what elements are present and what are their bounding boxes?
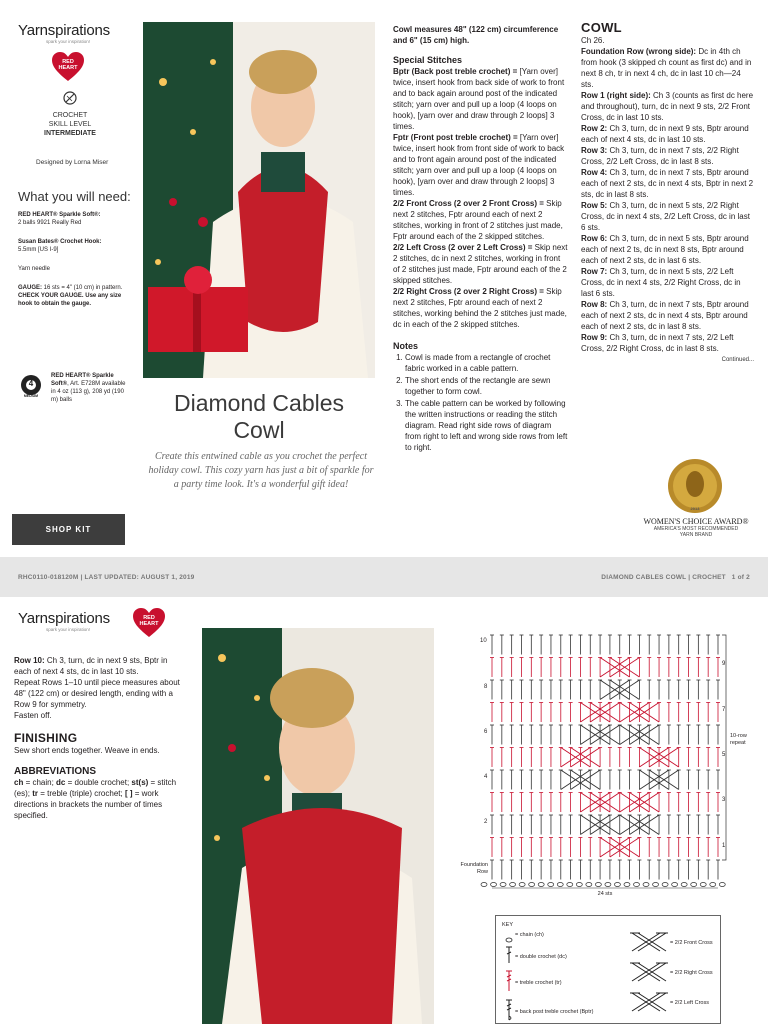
heart-line1: RED xyxy=(62,59,74,65)
award-seal xyxy=(665,458,725,514)
abbrev-def: = stitch (es); xyxy=(14,778,177,798)
row-num: 3 xyxy=(722,797,726,803)
shop-kit-button[interactable]: SHOP KIT xyxy=(12,514,125,545)
cowl-row xyxy=(581,200,754,233)
note-item: 3. The cable pattern can be worked by following the written instructions or reading the stitch diagram. Read right side rows of diagram from right to left and wrong side rows from left to right. xyxy=(405,398,568,453)
footer-right: DIAMOND CABLES COWL | CROCHET 1 of 2 xyxy=(601,574,750,581)
brand-name: Yarnspirations xyxy=(18,610,110,627)
row-label: Foundation Row (wrong side): xyxy=(581,47,697,56)
chain-stitch xyxy=(681,883,687,887)
page2-text-column xyxy=(14,655,184,821)
row-text: Dc in 4th ch from hook (3 skipped ch count as first dc) and in next 8 ch, tr in next 4 ch, dc in last 10 ch—24 sts. xyxy=(581,47,752,89)
row-num: 10 xyxy=(480,638,487,644)
right-cross-symbol-icon xyxy=(628,961,668,983)
yarn-weight-number: 4 xyxy=(28,379,34,388)
brand-logo-p2[interactable] xyxy=(18,610,128,632)
cowl-row xyxy=(581,90,754,123)
cowl-photo-secondary xyxy=(202,628,434,1024)
chain-stitch xyxy=(672,883,678,887)
chain-stitch xyxy=(548,883,554,887)
chain-stitch xyxy=(491,883,497,887)
brand-tagline: spark your inspiration! xyxy=(45,627,91,632)
key-label: = treble crochet (tr) xyxy=(515,980,562,986)
row10-label: Row 10: xyxy=(14,656,45,665)
red-heart-logo xyxy=(52,52,88,86)
abbrev-term: ch xyxy=(14,778,24,787)
chain-stitch xyxy=(605,883,611,887)
cowl-instructions xyxy=(581,20,754,363)
chain-stitch xyxy=(567,883,573,887)
red-heart-logo-p2 xyxy=(133,608,169,640)
materials-list xyxy=(18,211,130,308)
note-item: 1. Cowl is made from a rectangle of crochet fabric worked in a cable pattern. xyxy=(405,352,568,374)
row-num: 9 xyxy=(722,661,726,667)
stitch-diagram xyxy=(460,630,760,900)
cowl-row xyxy=(581,299,754,332)
key-label: = 2/2 Front Cross xyxy=(670,940,713,946)
row-num: 1 xyxy=(722,843,726,849)
yarn-info-detail: , Art. E728M available in 4 oz (113 g), 208 yd (190 m) balls xyxy=(51,381,126,403)
finishing-text: Sew short ends together. Weave in ends. xyxy=(14,746,160,755)
key-label: = 2/2 Right Cross xyxy=(670,970,713,976)
row-label: Row 7: xyxy=(581,267,608,276)
need-heading: What you will need: xyxy=(18,189,131,204)
abbrev-heading: ABBREVIATIONS xyxy=(14,766,97,777)
heart-line2: HEART xyxy=(58,65,78,71)
abbrev-text xyxy=(14,777,184,821)
brand-tagline: spark your inspiration! xyxy=(45,39,91,44)
chain-stitch xyxy=(691,883,697,887)
crochet-hook-icon xyxy=(63,91,77,105)
chain-stitch xyxy=(624,883,630,887)
key-tr xyxy=(504,970,562,997)
key-label: = 2/2 Left Cross xyxy=(670,1000,709,1006)
row-label: Row 2: xyxy=(581,124,608,133)
yarn-detail: 2 balls 9921 Really Red xyxy=(18,220,82,226)
chain-stitch xyxy=(595,883,601,887)
special-stitches-column xyxy=(393,24,568,454)
skill-line2: SKILL LEVEL xyxy=(48,121,92,128)
pattern-intro: Create this entwined cable as you crochet the perfect holiday cowl. This cozy yarn has just a bit of sparkle for a party time look. It's a wonderful gift idea! xyxy=(148,451,374,490)
double-crochet-symbol-icon xyxy=(504,946,514,964)
chain-stitch xyxy=(614,883,620,887)
cowl-row xyxy=(581,46,754,90)
special-term: 2/2 Front Cross (2 over 2 Front Cross) = xyxy=(393,199,544,208)
cowl-photo-main xyxy=(143,22,375,378)
chain-stitch xyxy=(643,883,649,887)
row-num: 8 xyxy=(484,684,488,690)
cowl-row xyxy=(581,332,754,354)
key-label: = double crochet (dc) xyxy=(515,954,567,960)
row-numbers-right xyxy=(720,630,760,880)
chain-stitch xyxy=(700,883,706,887)
gauge-text xyxy=(18,284,130,308)
abbrev-def: = work directions in brackets the number of times specified. xyxy=(14,789,163,820)
special-term: Fptr (Front post treble crochet) = xyxy=(393,133,518,142)
fasten-text: Fasten off. xyxy=(14,711,52,720)
abbrev-def: = chain; xyxy=(23,778,57,787)
row-label: Row 5: xyxy=(581,201,608,210)
chain-stitch xyxy=(519,883,525,887)
abbrev-def: = treble (triple) crochet; xyxy=(38,789,125,798)
key-dc xyxy=(504,946,567,969)
row-label: Row 3: xyxy=(581,146,608,155)
abbrev-term: dc xyxy=(56,778,66,787)
row-text: Ch 3, turn, dc in next 7 sts, Bptr around each of next 2 sts, dc in next 4 sts, Bptr around each of next 2 sts, dc in last 8 sts. xyxy=(581,300,749,331)
row-label: Row 6: xyxy=(581,234,608,243)
row-num: 6 xyxy=(484,729,488,735)
cowl-row xyxy=(581,123,754,145)
pattern-title: Diamond Cables Cowl xyxy=(173,390,345,443)
chain-stitch xyxy=(634,883,640,887)
repeat-label: 10-row repeat xyxy=(730,733,747,746)
key-label: = chain (ch) xyxy=(515,932,544,938)
key-left-cross xyxy=(628,991,709,1018)
abbrev-term: [ ] xyxy=(124,789,133,798)
chain-stitch xyxy=(500,883,506,887)
row-num: 2 xyxy=(484,819,488,825)
footer-left: RHC0110-018120M | LAST UPDATED: AUGUST 1, 2019 xyxy=(18,574,195,581)
stitch-key xyxy=(495,915,721,1024)
hook-label: Susan Bates® Crochet Hook: xyxy=(18,239,102,245)
cowl-row xyxy=(581,233,754,266)
cowl-heading: COWL xyxy=(581,20,622,35)
continued-text: Continued... xyxy=(721,357,754,363)
special-item xyxy=(393,242,568,286)
row-text: Ch 3, turn, dc in next 5 sts, 2/2 Right Cross, dc in next 4 sts, 2/2 Left Cross, dc in last 6 sts. xyxy=(581,201,750,232)
award-text xyxy=(630,517,762,538)
stitch-chart xyxy=(460,630,760,900)
special-desc: [Yarn over] twice, insert hook from front side of work to back and to front again around post of the indicated stitch; yarn over and pull up a loop (4 loops on hook), [yarn over and draw through 2 loops] 3 times. xyxy=(393,133,565,197)
row-label: Row 9: xyxy=(581,333,608,342)
row-num: 5 xyxy=(722,752,726,758)
award-line1: WOMEN'S CHOICE AWARD® xyxy=(643,517,749,526)
yarn-weight-badge xyxy=(18,374,44,400)
key-front-cross xyxy=(628,931,713,958)
special-desc: Skip next 2 stitches, dc in next 2 stitches, working in front of 2 stitches just made, Fptr around each of the 2 skipped stitches. xyxy=(393,243,568,285)
special-item xyxy=(393,198,568,242)
award-year: 2013 xyxy=(690,506,700,511)
row-text: Ch 3, turn, dc in next 7 sts, Bptr around each of next 2 sts, dc in next 4 sts, Bptr in next 2 sts, dc in last 8 sts. xyxy=(581,168,754,199)
abbrev-def: = double crochet; xyxy=(65,778,132,787)
row-num: 7 xyxy=(722,707,726,713)
cowl-row xyxy=(581,145,754,167)
chain-stitch xyxy=(653,883,659,887)
chain-stitch xyxy=(481,883,487,887)
chain-stitch xyxy=(529,883,535,887)
cowl-start: Ch 26. xyxy=(581,36,605,45)
chain-stitch xyxy=(510,883,516,887)
chain-stitch xyxy=(586,883,592,887)
abbrev-term: st(s) xyxy=(131,778,149,787)
left-cross-symbol-icon xyxy=(628,991,668,1013)
key-label: = back post treble crochet (Bptr) xyxy=(515,1009,594,1015)
row10-body: Ch 3, turn, dc in next 9 sts, Bptr in each of next 4 sts, dc in last 10 sts. xyxy=(14,656,168,676)
bptr-symbol-icon xyxy=(504,999,514,1021)
width-label: 24 sts xyxy=(597,891,613,897)
row-text: Ch 3, turn, dc in next 7 sts, 2/2 Left Cross, 2/2 Right Cross, dc in last 8 sts. xyxy=(581,333,734,353)
front-cross-symbol-icon xyxy=(628,931,668,953)
page-footer xyxy=(0,557,768,597)
special-desc: [Yarn over] twice, insert hook from back side of work to front and to back again around post of the indicated stitch; yarn over and pull up a loop (4 loops on hook), [yarn over and draw through 2 loops] 3 times. xyxy=(393,67,565,131)
notes-heading: Notes xyxy=(393,341,419,351)
chain-stitch xyxy=(576,883,582,887)
measures-text: Cowl measures 48" (122 cm) circumference and 6" (15 cm) high. xyxy=(393,25,559,45)
yarn-weight-word: MEDIUM xyxy=(23,394,39,398)
row-text: Ch 3, turn, dc in next 5 sts, Bptr around each of next 2 ts, dc in next 8 sts, Bptr around each of next 2 sts, dc in last 6 sts. xyxy=(581,234,749,265)
gauge-label: GAUGE: xyxy=(18,285,42,291)
row-numbers-left xyxy=(460,630,490,880)
skill-level xyxy=(20,111,120,138)
row-label: Row 4: xyxy=(581,168,608,177)
abbrev-term: tr xyxy=(32,789,39,798)
award-line2: AMERICA'S MOST RECOMMENDED xyxy=(653,526,739,532)
special-item xyxy=(393,132,568,198)
special-term: 2/2 Right Cross (2 over 2 Right Cross) = xyxy=(393,287,544,296)
special-term: Bptr (Back post treble crochet) = xyxy=(393,67,518,76)
heart-line1: RED xyxy=(143,615,155,621)
row10-text xyxy=(14,655,184,677)
needle-item: Yarn needle xyxy=(18,266,50,272)
gauge-value: 16 sts = 4" (10 cm) in pattern. xyxy=(42,285,123,291)
cowl-row xyxy=(581,266,754,299)
special-heading: Special Stitches xyxy=(393,55,463,65)
chain-symbol-icon xyxy=(504,936,514,944)
key-bptr xyxy=(504,999,594,1024)
note-item: 2. The short ends of the rectangle are sewn together to form cowl. xyxy=(405,375,568,397)
hook-detail: 5.5mm [US I-9] xyxy=(18,247,59,253)
row-label: Row 8: xyxy=(581,300,608,309)
special-term: 2/2 Left Cross (2 over 2 Left Cross) = xyxy=(393,243,533,252)
chain-stitch xyxy=(538,883,544,887)
special-item xyxy=(393,286,568,330)
treble-crochet-symbol-icon xyxy=(504,970,514,992)
special-item xyxy=(393,66,568,132)
brand-logo[interactable] xyxy=(18,22,128,44)
special-desc: Skip next 2 stitches, Fptr around each of next 2 stitches, working in front of 2 stitches just made, Fptr around each of the 2 skipped stitches. xyxy=(393,199,563,241)
cowl-row xyxy=(581,167,754,200)
skill-line3: INTERMEDIATE xyxy=(44,130,96,137)
row-text: Ch 3 (counts as first dc here and throughout), turn, dc in next 9 sts, 2/2 Front Cross, dc in last 10 sts. xyxy=(581,91,754,122)
brand-name: Yarnspirations xyxy=(18,22,110,39)
row-num: 4 xyxy=(484,774,488,780)
chain-stitch xyxy=(557,883,563,887)
gauge-check: CHECK YOUR GAUGE. Use any size hook to obtain the gauge. xyxy=(18,293,122,307)
chain-stitch xyxy=(719,883,725,887)
foundation-label: Foundation Row xyxy=(460,862,488,875)
notes-list xyxy=(393,352,568,453)
yarn-info xyxy=(51,372,131,404)
key-right-cross xyxy=(628,961,713,988)
skill-line1: CROCHET xyxy=(52,112,88,119)
row-text: Ch 3, turn, dc in next 9 sts, Bptr around each of next 4 sts, dc in last 10 sts. xyxy=(581,124,749,144)
chain-stitch xyxy=(710,883,716,887)
yarn-label: RED HEART® Sparkle Soft®: xyxy=(18,212,101,218)
heart-line2: HEART xyxy=(139,621,159,627)
finishing-heading: FINISHING xyxy=(14,731,78,745)
special-desc: Skip next 2 stitches, Fptr around each of next 2 stitches, working behind the 2 stitches just made, dc in each of the 2 skipped stitches. xyxy=(393,287,567,329)
row-label: Row 1 (right side): xyxy=(581,91,651,100)
yarn-info-name: RED HEART® Sparkle Soft® xyxy=(51,373,114,387)
row-text: Ch 3, turn, dc in next 7 sts, 2/2 Right Cross, 2/2 Left Cross, dc in last 8 sts. xyxy=(581,146,739,166)
row-text: Ch 3, turn, dc in next 5 sts, 2/2 Left Cross, dc in next 4 sts, 2/2 Right Cross, dc in last 6 sts. xyxy=(581,267,741,298)
key-heading: KEY xyxy=(502,922,514,928)
chain-stitch xyxy=(662,883,668,887)
award-line3: YARN BRAND xyxy=(679,532,713,538)
designer-credit: Designed by Lorna Miser xyxy=(36,159,109,166)
repeat-text: Repeat Rows 1–10 until piece measures about 48" (122 cm) or desired length, ending with a Row 9 for symmetry. xyxy=(14,678,180,709)
